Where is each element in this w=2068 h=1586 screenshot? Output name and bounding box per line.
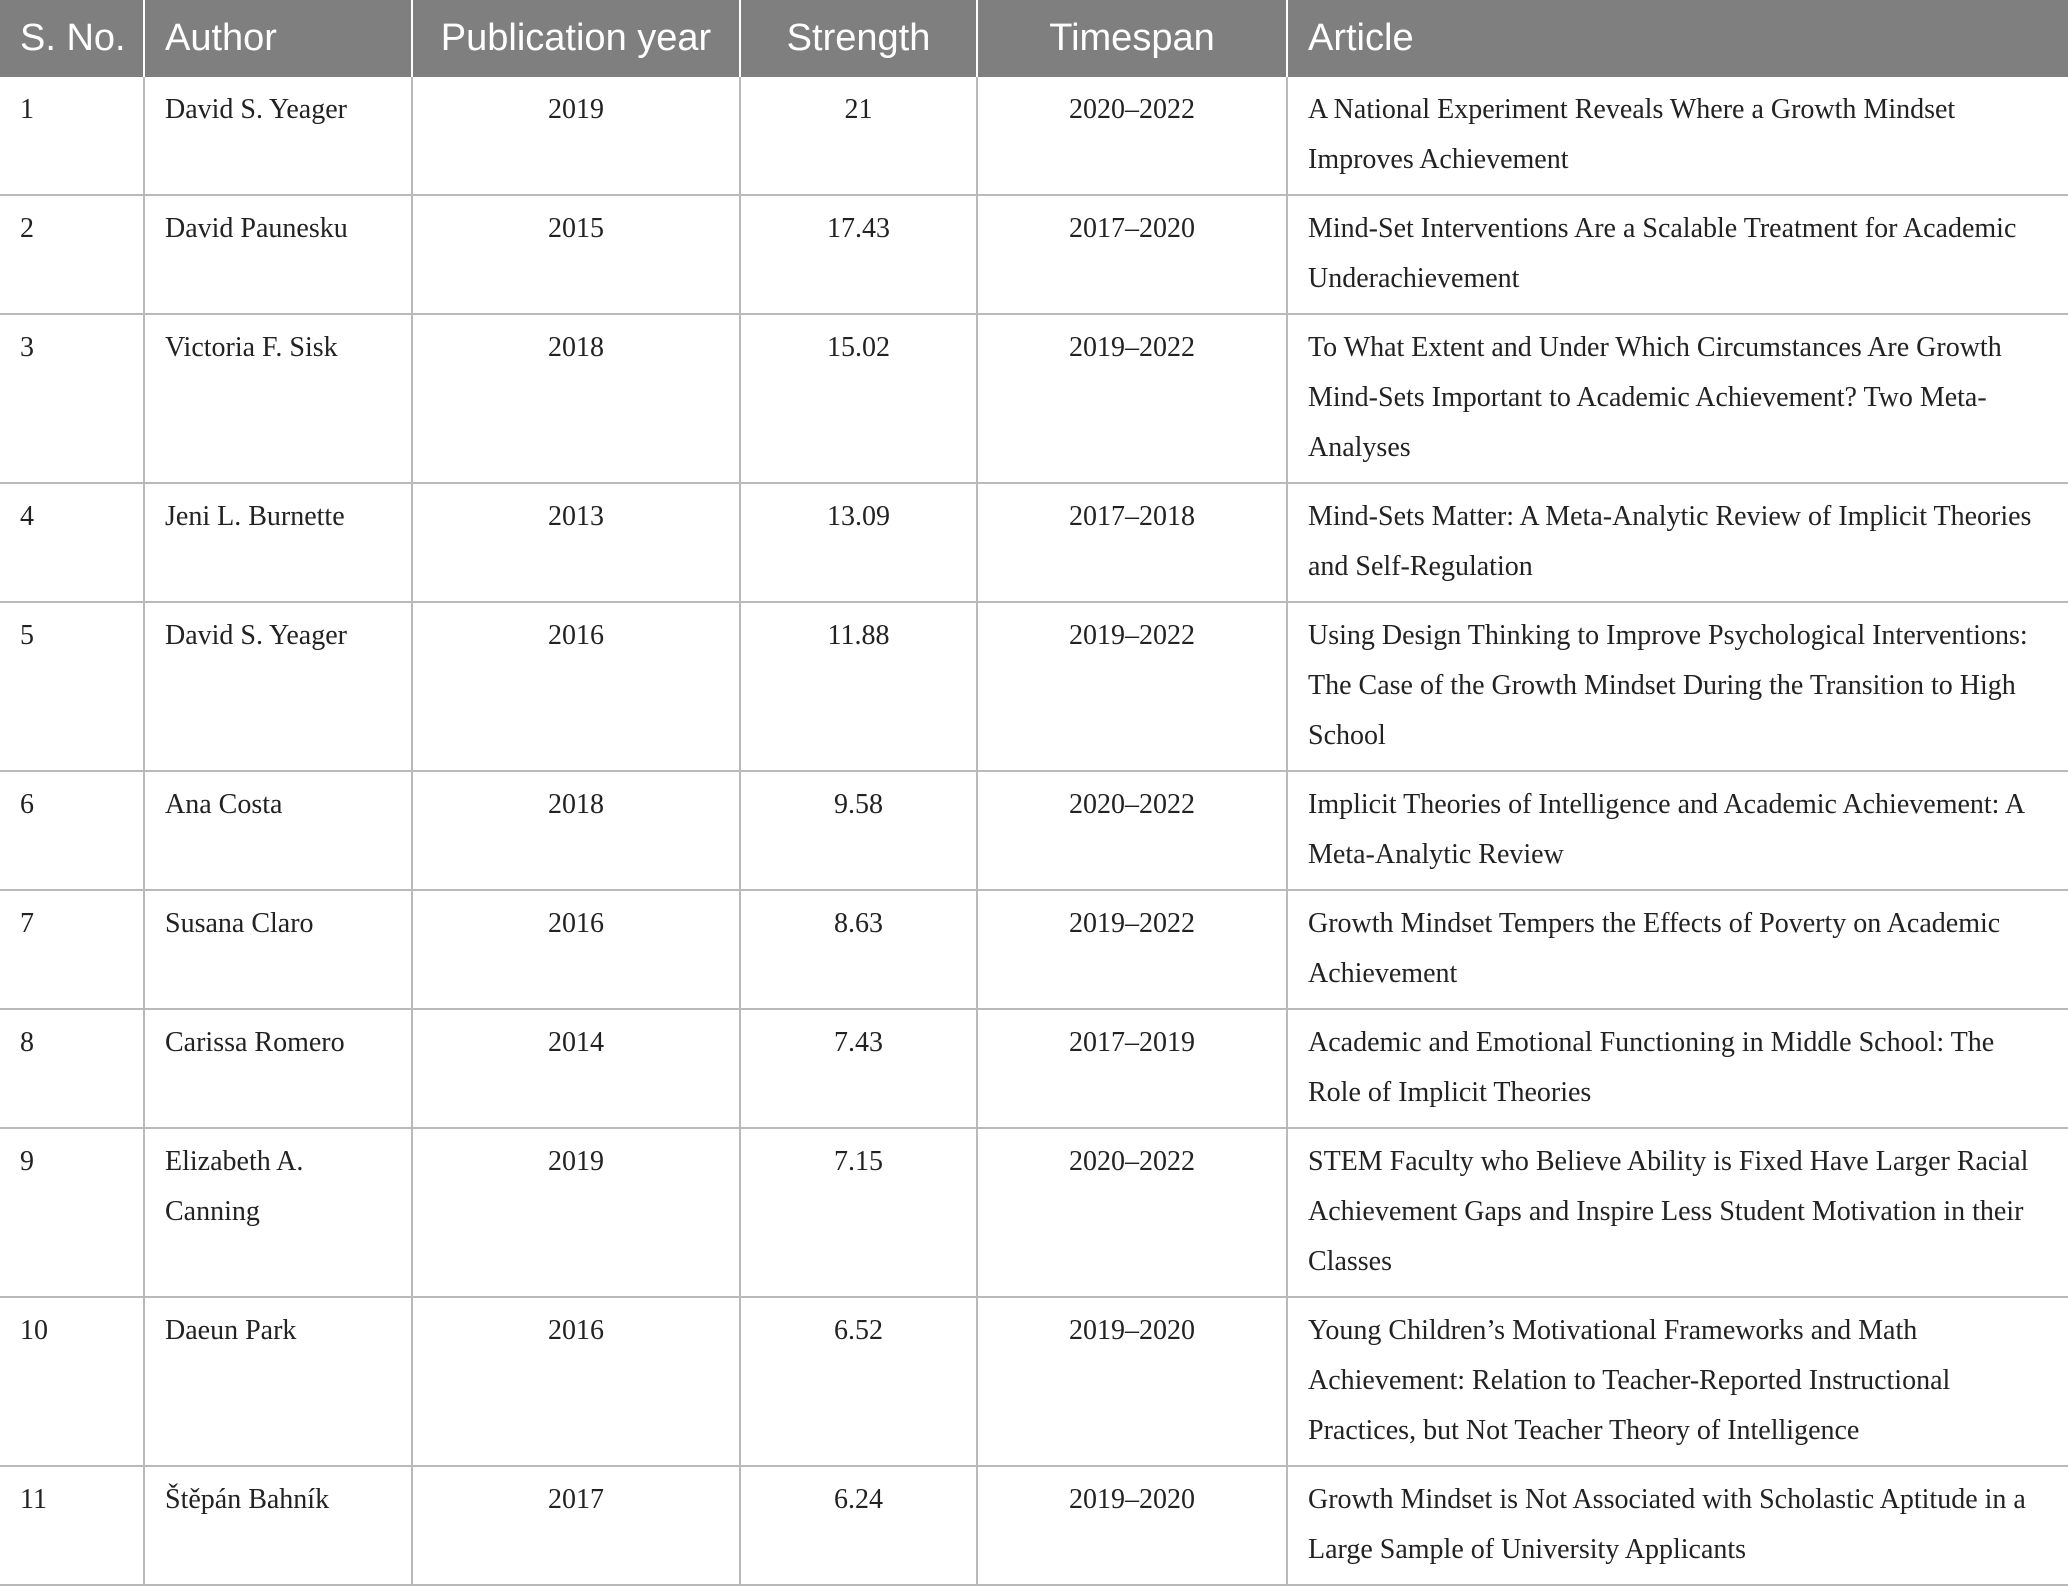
- cell-sno: 8: [0, 1009, 144, 1128]
- cell-article: Growth Mindset Tempers the Effects of Poverty on Academic Achievement: [1287, 890, 2068, 1009]
- header-article: Article: [1287, 0, 2068, 77]
- header-strength: Strength: [740, 0, 977, 77]
- cell-author: David Paunesku: [144, 195, 412, 314]
- table-header: [0, 0, 2068, 77]
- cell-author: Jeni L. Burnette: [144, 483, 412, 602]
- cell-author: Victoria F. Sisk: [144, 314, 412, 483]
- cell-sno: 6: [0, 771, 144, 890]
- cell-sno: 4: [0, 483, 144, 602]
- cell-author: Susana Claro: [144, 890, 412, 1009]
- table-body: [0, 77, 2068, 1585]
- cell-sno: 9: [0, 1128, 144, 1297]
- cell-strength: 11.88: [740, 602, 977, 771]
- cell-article: Young Children’s Motivational Frameworks and Math Achievement: Relation to Teacher-Reported Instructional Practices, but Not Teacher Theory of Intelligence: [1287, 1297, 2068, 1466]
- cell-timespan: 2017–2020: [977, 195, 1287, 314]
- cell-year: 2014: [412, 1009, 740, 1128]
- cell-strength: 21: [740, 77, 977, 195]
- cell-author: Štěpán Bahník: [144, 1466, 412, 1585]
- cell-year: 2019: [412, 77, 740, 195]
- table-row: [0, 1128, 2068, 1297]
- cell-strength: 17.43: [740, 195, 977, 314]
- cell-timespan: 2020–2022: [977, 1128, 1287, 1297]
- table-row: [0, 771, 2068, 890]
- cell-year: 2018: [412, 771, 740, 890]
- cell-year: 2016: [412, 602, 740, 771]
- cell-sno: 5: [0, 602, 144, 771]
- cell-author: Daeun Park: [144, 1297, 412, 1466]
- cell-author: Carissa Romero: [144, 1009, 412, 1128]
- cell-year: 2013: [412, 483, 740, 602]
- cell-strength: 8.63: [740, 890, 977, 1009]
- cell-strength: 13.09: [740, 483, 977, 602]
- header-sno: S. No.: [0, 0, 144, 77]
- cell-year: 2016: [412, 1297, 740, 1466]
- cell-author: Elizabeth A. Canning: [144, 1128, 412, 1297]
- table-row: [0, 1466, 2068, 1585]
- cell-article: Implicit Theories of Intelligence and Academic Achievement: A Meta-Analytic Review: [1287, 771, 2068, 890]
- cell-article: Academic and Emotional Functioning in Middle School: The Role of Implicit Theories: [1287, 1009, 2068, 1128]
- table-row: [0, 1009, 2068, 1128]
- header-author: Author: [144, 0, 412, 77]
- table-row: [0, 77, 2068, 195]
- cell-article: To What Extent and Under Which Circumstances Are Growth Mind-Sets Important to Academic Achievement? Two Meta-Analyses: [1287, 314, 2068, 483]
- cell-timespan: 2017–2018: [977, 483, 1287, 602]
- cell-year: 2015: [412, 195, 740, 314]
- cell-sno: 3: [0, 314, 144, 483]
- cell-author: Ana Costa: [144, 771, 412, 890]
- table-row: [0, 314, 2068, 483]
- header-timespan: Timespan: [977, 0, 1287, 77]
- cell-strength: 15.02: [740, 314, 977, 483]
- table-row: [0, 602, 2068, 771]
- cell-sno: 10: [0, 1297, 144, 1466]
- cell-timespan: 2019–2020: [977, 1297, 1287, 1466]
- cell-timespan: 2019–2022: [977, 890, 1287, 1009]
- cell-author: David S. Yeager: [144, 602, 412, 771]
- table-row: [0, 1297, 2068, 1466]
- table-row: [0, 195, 2068, 314]
- cell-article: STEM Faculty who Believe Ability is Fixed Have Larger Racial Achievement Gaps and Inspire Less Student Motivation in their Classes: [1287, 1128, 2068, 1297]
- cell-sno: 11: [0, 1466, 144, 1585]
- cell-sno: 1: [0, 77, 144, 195]
- table-row: [0, 890, 2068, 1009]
- cell-year: 2016: [412, 890, 740, 1009]
- table-row: [0, 483, 2068, 602]
- cell-timespan: 2019–2022: [977, 602, 1287, 771]
- cell-article: A National Experiment Reveals Where a Growth Mindset Improves Achievement: [1287, 77, 2068, 195]
- cell-sno: 2: [0, 195, 144, 314]
- cell-year: 2019: [412, 1128, 740, 1297]
- cell-article: Using Design Thinking to Improve Psychological Interventions: The Case of the Growth Mindset During the Transition to High School: [1287, 602, 2068, 771]
- cell-article: Growth Mindset is Not Associated with Scholastic Aptitude in a Large Sample of University Applicants: [1287, 1466, 2068, 1585]
- cell-year: 2018: [412, 314, 740, 483]
- cell-author: David S. Yeager: [144, 77, 412, 195]
- cell-strength: 6.24: [740, 1466, 977, 1585]
- cell-timespan: 2019–2020: [977, 1466, 1287, 1585]
- header-publication-year: Publication year: [412, 0, 740, 77]
- cell-strength: 6.52: [740, 1297, 977, 1466]
- cell-timespan: 2019–2022: [977, 314, 1287, 483]
- cell-sno: 7: [0, 890, 144, 1009]
- cell-timespan: 2017–2019: [977, 1009, 1287, 1128]
- cell-article: Mind-Sets Matter: A Meta-Analytic Review of Implicit Theories and Self-Regulation: [1287, 483, 2068, 602]
- cell-timespan: 2020–2022: [977, 77, 1287, 195]
- cell-article: Mind-Set Interventions Are a Scalable Treatment for Academic Underachievement: [1287, 195, 2068, 314]
- cell-strength: 9.58: [740, 771, 977, 890]
- cell-strength: 7.43: [740, 1009, 977, 1128]
- cell-strength: 7.15: [740, 1128, 977, 1297]
- cell-timespan: 2020–2022: [977, 771, 1287, 890]
- header-row: [0, 0, 2068, 77]
- cell-year: 2017: [412, 1466, 740, 1585]
